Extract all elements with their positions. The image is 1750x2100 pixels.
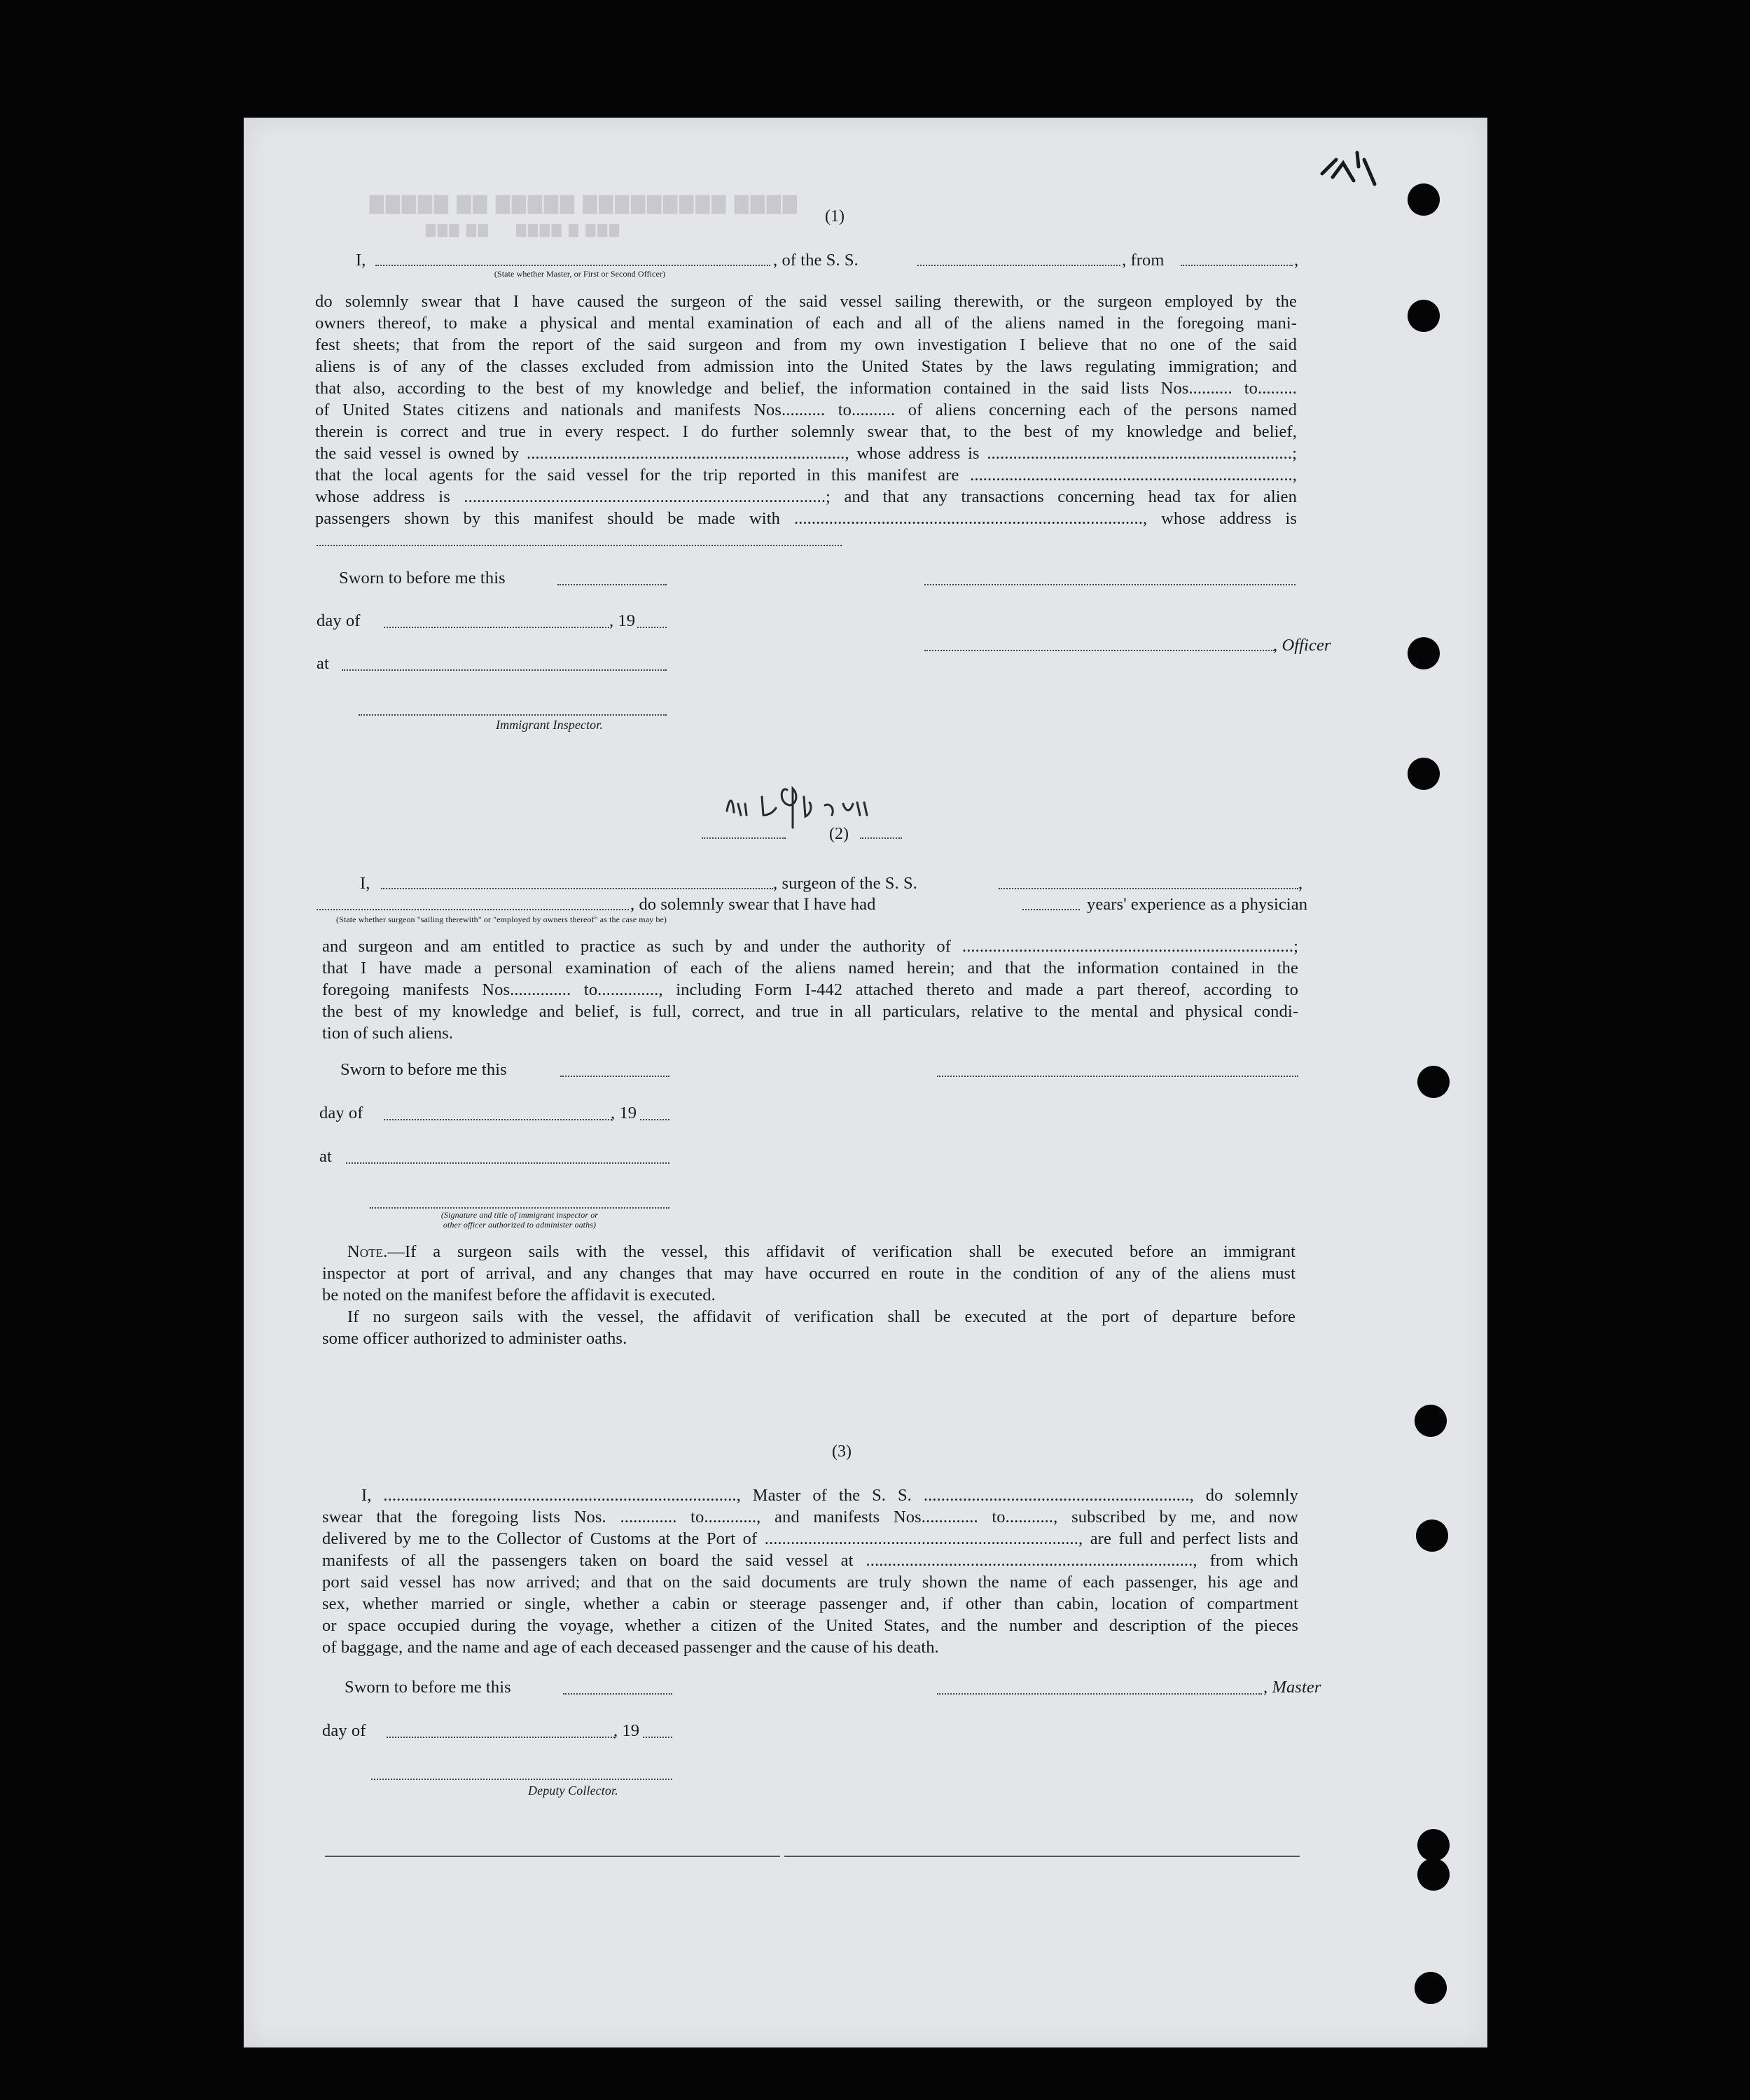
s1-officer-caption: (State whether Master, or First or Second Officer) (494, 269, 666, 279)
s2-year-blank (640, 1119, 669, 1120)
punch-hole (1408, 183, 1440, 216)
s2-sig-caption-1: (Signature and title of immigrant inspector or (440, 1210, 599, 1220)
s2-at-label: at (319, 1147, 332, 1166)
s2-header-dots (702, 837, 786, 839)
s2-surgeon-type-blank (317, 909, 629, 910)
s1-body-line: whose address is ...................................................................................; and that any transactions concerning head tax for alien (315, 487, 1297, 506)
s3-year-label: , 19 (613, 1721, 640, 1740)
s3-body-line: sex, whether married or single, whether a cabin or steerage passenger and, if other than cabin, location of compartment (322, 1594, 1298, 1613)
s3-day-blank (387, 1737, 615, 1738)
s2-at-blank (346, 1162, 669, 1164)
s3-body-line: swear that the foregoing lists Nos. ............. to............, and manifests Nos............. to..........., subscribed by me, and now (322, 1508, 1298, 1527)
s2-surgeon-name-blank (381, 888, 773, 889)
s2-body-line: that I have made a personal examination of each of the aliens named herein; and that the information contained in the (322, 959, 1298, 978)
s2-body-line: foregoing manifests Nos.............. to.............., including Form I-442 attached thereto and made a part thereof, according to (322, 980, 1298, 999)
s1-address-continuation-blank (317, 545, 842, 546)
s2-year-label: , 19 (611, 1104, 637, 1122)
note-label: Note. (347, 1242, 388, 1261)
s3-sworn-label: Sworn to before me this (345, 1678, 511, 1697)
s3-day-of-label: day of (322, 1721, 366, 1740)
punch-hole (1417, 1858, 1450, 1891)
s2-sworn-label: Sworn to before me this (340, 1060, 507, 1079)
s2-sworn-blank (560, 1076, 669, 1077)
s2-swear-label: , do solemnly swear that I have had (630, 895, 876, 914)
s3-body-line: port said vessel has now arrived; and that on the said documents are truly shown the name of each passenger, his age and (322, 1573, 1298, 1592)
s3-master-signature-blank (937, 1693, 1262, 1695)
bottom-divider-left (325, 1856, 780, 1857)
s1-inspector-caption: Immigrant Inspector. (496, 718, 603, 732)
s1-of-the-ss: , of the S. S. (773, 251, 859, 270)
section-3-number: (3) (832, 1442, 852, 1461)
s3-body-line: delivered by me to the Collector of Customs at the Port of ........................................................................, are full and perfect lists and (322, 1529, 1298, 1548)
s3-body-line: or space occupied during the voyage, whether a citizen of the United States, and the number and description of the pieces (322, 1616, 1298, 1635)
s2-note-line: some officer authorized to administer oaths. (322, 1329, 627, 1348)
punch-hole (1408, 300, 1440, 332)
punch-hole (1408, 758, 1440, 790)
s2-oath-body (322, 936, 1298, 1044)
s1-body-line: that also, according to the best of my knowledge and belief, the information contained in the said lists Nos.......... to......... (315, 379, 1297, 398)
punch-hole (1415, 1972, 1447, 2004)
bleed-through-mark: ▇▇▇▇▇ ▇▇ ▇▇▇▇▇ ▇▇▇▇▇▇▇▇▇ ▇▇▇▇ (370, 193, 799, 214)
punch-hole (1417, 1066, 1450, 1098)
s3-deputy-caption: Deputy Collector. (528, 1783, 618, 1797)
s3-deputy-signature-blank (371, 1779, 672, 1780)
section-1-number: (1) (825, 207, 845, 225)
s2-years-blank (1022, 909, 1080, 910)
s1-body-line: that the local agents for the said vessel for the trip reported in this manifest are .........................................................................., (315, 466, 1297, 485)
s2-years-label: years' experience as a physician (1087, 895, 1308, 914)
s2-surgeon-of-ss: , surgeon of the S. S. (773, 874, 917, 893)
s1-day-blank (384, 627, 609, 628)
s1-body-line: therein is correct and true in every respect. I do further solemnly swear that, to the best of my knowledge and belief, (315, 422, 1297, 441)
s2-note (322, 1241, 1296, 1349)
s1-body-line: aliens is of any of the classes excluded from admission into the United States by the laws regulating immigration; and (315, 357, 1297, 376)
s1-comma: , (1294, 251, 1299, 270)
s1-body-line: passengers shown by this manifest should be made with ................................................................................, whose address is (315, 509, 1297, 528)
bleed-through-mark: ▇▇▇ ▇▇ ▇▇▇▇ ▇ ▇▇▇ (426, 223, 621, 237)
s2-body-line: tion of such aliens. (322, 1024, 454, 1043)
s1-at-label: at (317, 654, 329, 673)
s3-body-line: I, ................................................................................., Master of the S. S. ............................................................., do solemnly (361, 1486, 1298, 1505)
s2-body-line: and surgeon and am entitled to practice as such by and under the authority of ............................................................................; (322, 937, 1298, 956)
s1-officer-signature-blank (924, 584, 1296, 585)
s2-surgeon-caption: (State whether surgeon "sailing therewith" or "employed by owners thereof" as the case may be) (336, 915, 667, 924)
s2-note-line: be noted on the manifest before the affidavit is executed. (322, 1286, 716, 1305)
note-text: —If a surgeon sails with the vessel, this affidavit of verification shall be executed before an immigrant (387, 1242, 1296, 1261)
pen-mark (1315, 146, 1378, 198)
s1-sworn-blank (557, 584, 667, 585)
s1-year-blank (637, 627, 667, 628)
s1-officer-title-blank (924, 650, 1275, 651)
s2-surgeon-signature-blank (937, 1076, 1298, 1077)
s1-sworn-label: Sworn to before me this (339, 569, 506, 587)
s2-note-line (322, 1241, 1296, 1263)
s1-year-label: , 19 (609, 611, 636, 630)
s2-comma: , (1298, 874, 1303, 893)
s1-inspector-signature-blank (359, 714, 667, 716)
punch-hole (1408, 637, 1440, 669)
s1-officer-label: , Officer (1273, 636, 1331, 655)
s3-oath-body (322, 1484, 1298, 1658)
s1-master-name-blank (375, 265, 770, 266)
s3-year-blank (643, 1737, 672, 1738)
s3-master-label: , Master (1263, 1678, 1321, 1697)
s1-body-line: the said vessel is owned by ........................................................................., whose address is ......................................................................; (315, 444, 1297, 463)
s1-line1-label: I, (356, 251, 366, 270)
s3-body-line: of baggage, and the name and age of each deceased passenger and the cause of his death. (322, 1638, 939, 1657)
s1-at-blank (342, 669, 667, 671)
s1-body-line: fest sheets; that from the report of the said surgeon and from my own investigation I believe that no one of the said (315, 335, 1297, 354)
s1-body-line: owners thereof, to make a physical and mental examination of each and all of the aliens named in the foregoing mani- (315, 314, 1297, 333)
s1-from: , from (1122, 251, 1165, 270)
s1-day-of-label: day of (317, 611, 361, 630)
s1-oath-body (315, 291, 1297, 529)
s2-inspector-signature-blank (370, 1207, 669, 1209)
s2-body-line: the best of my knowledge and belief, is full, correct, and true in all particulars, relative to the mental and physical condi- (322, 1002, 1298, 1021)
document-page (244, 118, 1487, 2047)
bottom-divider-right (784, 1856, 1300, 1857)
handwritten-signature (720, 769, 874, 832)
s2-line1-label: I, (360, 874, 370, 893)
s2-ship-name-blank (999, 888, 1298, 889)
punch-hole (1415, 1405, 1447, 1437)
s1-body-line: do solemnly swear that I have caused the surgeon of the said vessel sailing therewith, or the surgeon employed by the (315, 292, 1297, 311)
punch-hole (1416, 1520, 1448, 1552)
s1-ship-name-blank (917, 265, 1120, 266)
s2-note-line: If no surgeon sails with the vessel, the affidavit of verification shall be executed at the port of departure before (347, 1307, 1296, 1326)
s3-body-line: manifests of all the passengers taken on board the said vessel at ..........................................................................., from which (322, 1551, 1298, 1570)
s2-header-dots (860, 837, 902, 839)
section-2-number: (2) (829, 825, 849, 843)
s2-sig-caption-2: other officer authorized to administer oaths) (443, 1220, 597, 1230)
s3-sworn-blank (563, 1693, 672, 1695)
s1-body-line: of United States citizens and nationals and manifests Nos.......... to.......... of aliens concerning each of the persons named (315, 401, 1297, 419)
s2-day-of-label: day of (319, 1104, 363, 1122)
s2-note-line: inspector at port of arrival, and any changes that may have occurred en route in the condition of any of the aliens must (322, 1264, 1296, 1283)
punch-hole (1417, 1829, 1450, 1861)
s1-from-blank (1181, 265, 1293, 266)
s2-day-blank (384, 1119, 612, 1120)
